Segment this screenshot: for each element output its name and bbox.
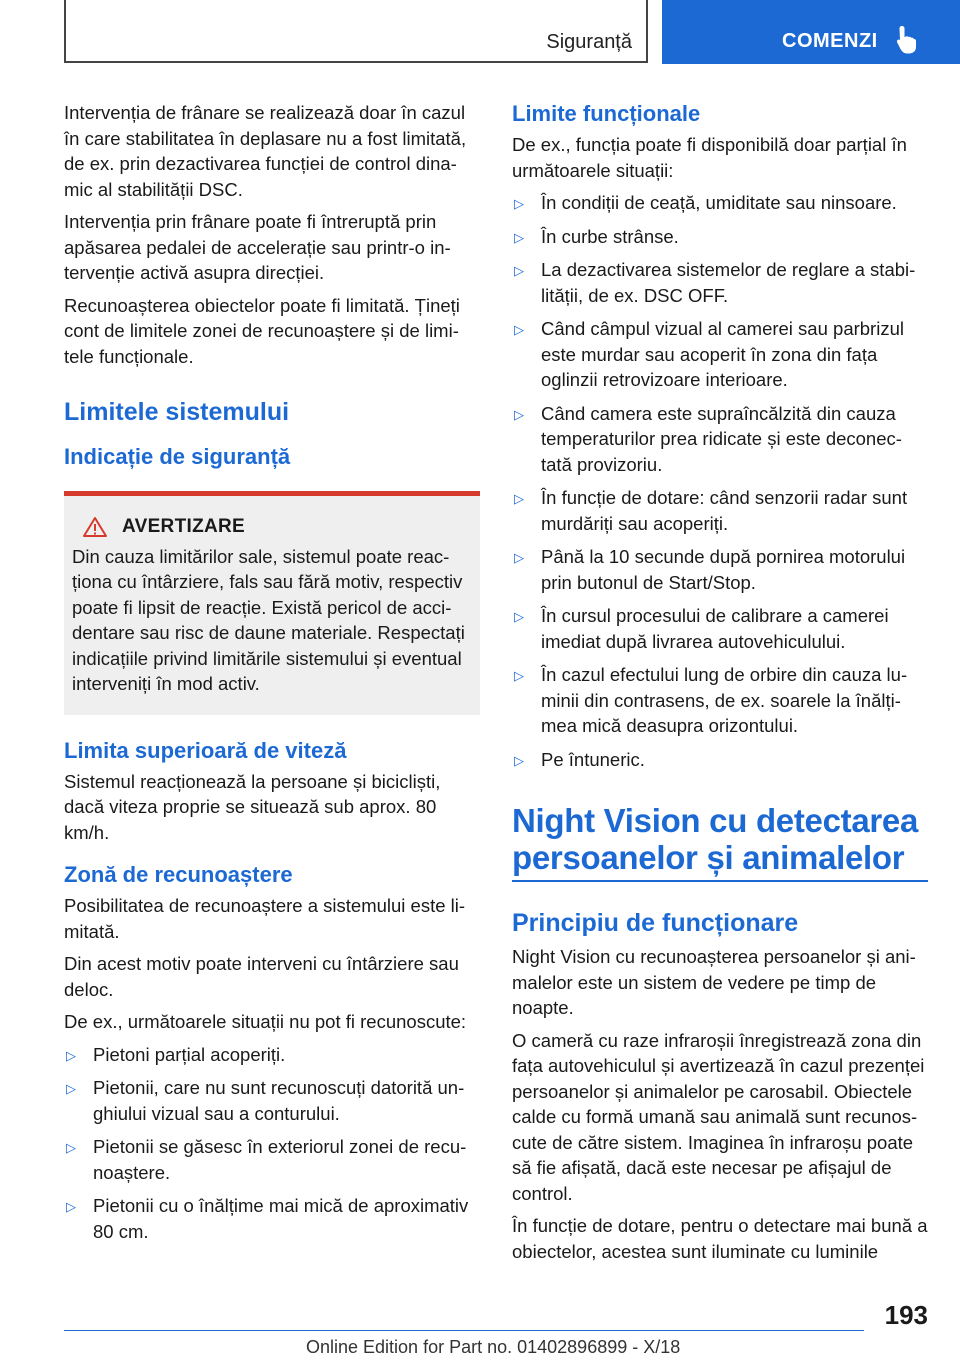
detection-limits-list: [64, 1042, 480, 1245]
warning-label: AVERTIZARE: [122, 516, 245, 537]
list-item: ▷ Pietonii cu o înălțime mai mică de aproximativ 80 cm.: [66, 1195, 469, 1242]
header-section-box: [64, 0, 648, 63]
triangle-bullet-icon: ▷: [514, 550, 524, 565]
list-item: ▷ Când câmpul vizual al camerei sau parbrizul este murdar sau acoperit în zona din fața oglinzii retrovizoare interioare.: [514, 318, 904, 390]
left-column: [64, 100, 480, 1252]
warning-box: [64, 491, 480, 715]
page-number: 193: [884, 1300, 928, 1330]
paragraph: Sistemul reacționează la persoane și bicicliști, dacă viteza proprie se situează sub aprox. 80 km/h.: [64, 770, 441, 843]
triangle-bullet-icon: ▷: [66, 1199, 76, 1214]
list-item: ▷ În condiții de ceață, umiditate sau ninsoare.: [512, 190, 928, 216]
triangle-bullet-icon: ▷: [66, 1081, 76, 1096]
list-item: ▷ În funcție de dotare: când senzorii radar sunt murdăriți sau acoperiți.: [514, 487, 908, 534]
triangle-bullet-icon: ▷: [514, 609, 524, 624]
heading-speed-limit: Limita superioară de viteză: [64, 737, 347, 763]
list-item: ▷ În cazul efectului lung de orbire din cauza lu-minii din contrasens, de ex. soarele la înălți-mea mică deasupra orizontului.: [514, 664, 908, 736]
header-chapter-title: COMENZI: [782, 30, 878, 52]
list-item: ▷ Pe întuneric.: [512, 747, 928, 773]
footer-edition: Online Edition for Part no. 01402896899 - X/18: [306, 1337, 681, 1357]
right-column: [512, 100, 928, 1271]
pointing-hand-icon: [896, 24, 922, 54]
heading-night-vision: Night Vision cu detectarea persoanelor și animalelor: [512, 802, 928, 882]
triangle-bullet-icon: ▷: [514, 406, 524, 422]
header-section-title: Siguranță: [546, 31, 632, 53]
paragraph: De ex., următoarele situații nu pot fi recunoscute:: [64, 1011, 467, 1032]
list-item: ▷ Pietoni parțial acoperiți.: [64, 1042, 480, 1068]
functional-limits-list: [512, 190, 928, 772]
list-item: ▷ Pietonii, care nu sunt recunoscuți datorită un-ghiului vizual sau a conturului.: [66, 1077, 465, 1124]
heading-functional-limits: Limite funcționale: [512, 101, 701, 126]
heading-system-limits: Limitele sistemului: [64, 398, 290, 426]
list-item: ▷ Pietonii se găsesc în exteriorul zonei de recu-noaștere.: [66, 1136, 467, 1183]
heading-detection-zone: Zonă de recunoaștere: [64, 862, 293, 887]
warning-title: [72, 514, 472, 540]
triangle-bullet-icon: ▷: [514, 491, 524, 506]
triangle-bullet-icon: ▷: [514, 263, 524, 278]
list-item: ▷ În cursul procesului de calibrare a camerei imediat după livrarea autovehiculului.: [514, 605, 889, 652]
footer-divider: [64, 1330, 864, 1331]
paragraph: Din acest motiv poate interveni cu întârziere sau deloc.: [64, 953, 459, 1000]
list-item: ▷ La dezactivarea sistemelor de reglare a stabi-lității, de ex. DSC OFF.: [514, 259, 916, 306]
triangle-bullet-icon: ▷: [514, 668, 524, 683]
list-item: ▷ Până la 10 secunde după pornirea motorului prin butonul de Start/Stop.: [514, 546, 906, 593]
triangle-bullet-icon: ▷: [514, 752, 524, 768]
triangle-bullet-icon: ▷: [514, 196, 524, 211]
warning-triangle-icon: [82, 516, 108, 538]
triangle-bullet-icon: ▷: [514, 229, 524, 245]
paragraph: Night Vision cu recunoașterea persoanelor și ani-malelor este un sistem de vedere pe timp de noapte.: [512, 946, 916, 1018]
triangle-bullet-icon: ▷: [514, 322, 524, 337]
header-chapter-tab[interactable]: [662, 0, 960, 64]
paragraph: De ex., funcția poate fi disponibilă doar parțial în următoarele situații:: [512, 134, 907, 181]
paragraph: Recunoașterea obiectelor poate fi limitată. Țineți cont de limitele zonei de recunoaștere și de limi-tele funcționale.: [64, 294, 460, 367]
heading-safety-note: Indicație de siguranță: [64, 444, 291, 469]
warning-text: Din cauza limitărilor sale, sistemul poate reac-ționa cu întârziere, fals sau fără motiv, respectiv poate fi lipsit de reacție. Există pericol de acci-dentare sau risc de daune materiale. Respectați indicațiile privind limitările sistemului și eventual interveniți în mod activ.: [72, 545, 465, 694]
list-item: ▷ Când camera este supraîncălzită din cauza temperaturilor prea ridicate și este deconec-tată provizoriu.: [514, 402, 902, 475]
paragraph: O cameră cu raze infraroșii înregistrează zona din fața autovehiculul și avertizează în cazul prezenței persoanelor și animalelor pe carosabil. Obiectele calde cu formă umană sau animală sunt recunos-cute de către sistem. Imaginea în infraroșu poate să fie afișată, dacă este necesar pe afișajul de control.: [512, 1029, 925, 1204]
paragraph: Posibilitatea de recunoaștere a sistemului este li-mitată.: [64, 895, 466, 942]
paragraph: În funcție de dotare, pentru o detectare mai bună a obiectelor, acestea sunt iluminate cu luminile: [512, 1215, 928, 1262]
paragraph: Intervenția de frânare se realizează doar în cazul în care stabilitatea în deplasare nu a fost limitată, de ex. prin dezactivarea funcției de control dina-mic al stabilității DSC.: [64, 102, 467, 200]
triangle-bullet-icon: ▷: [66, 1140, 76, 1155]
heading-operating-principle: Principiu de funcționare: [512, 909, 799, 937]
triangle-bullet-icon: ▷: [66, 1047, 76, 1063]
paragraph: Intervenția prin frânare poate fi întreruptă prin apăsarea pedalei de accelerație sau printr-o in-tervenție activă asupra direcției.: [64, 211, 451, 283]
list-item: ▷ În curbe strânse.: [512, 224, 928, 250]
